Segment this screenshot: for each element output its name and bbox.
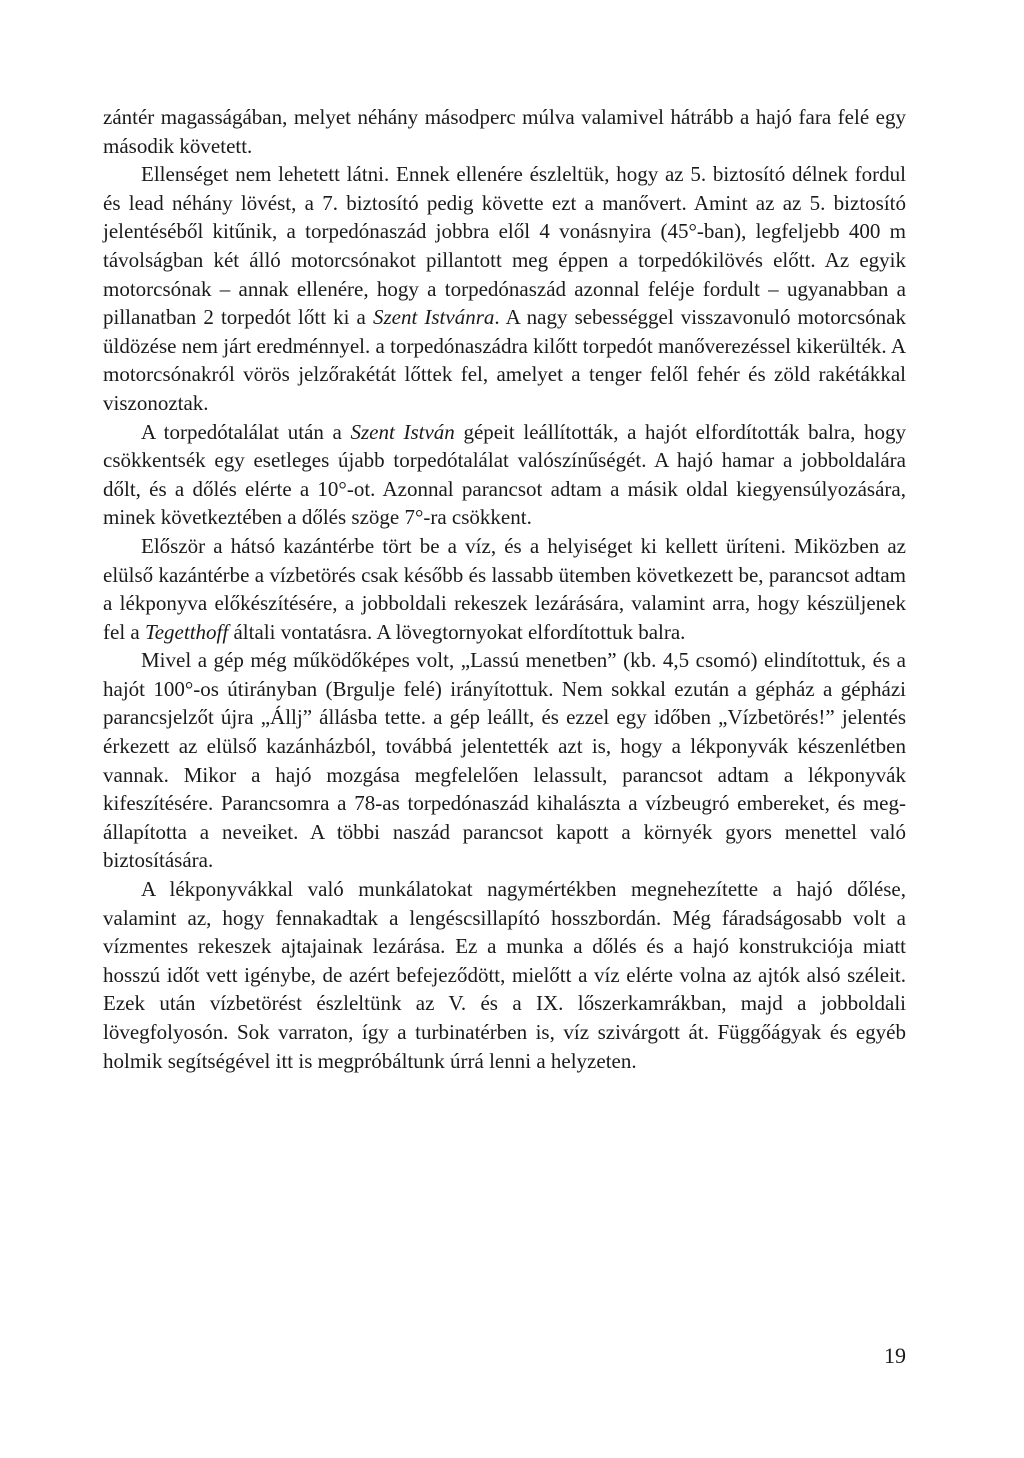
text-run: zántér magasságában, melyet néhány másodperc múlva valamivel hátrább a hajó fara felé egy második követett. bbox=[103, 105, 906, 158]
paragraph-1 bbox=[103, 103, 906, 160]
paragraph-3 bbox=[103, 418, 906, 532]
text-run: általi vontatásra. A lövegtornyokat elfordítottuk balra. bbox=[228, 619, 686, 644]
ship-name: Szent Istvánra bbox=[372, 305, 495, 330]
page-number: 19 bbox=[884, 1343, 906, 1368]
paragraph-6 bbox=[103, 875, 906, 1075]
ship-name: Tegetthoff bbox=[144, 619, 229, 644]
ship-name: Szent István bbox=[350, 419, 455, 444]
book-page bbox=[103, 103, 906, 1075]
paragraph-4 bbox=[103, 532, 906, 646]
body-text bbox=[103, 103, 906, 1075]
text-run: . A nagy sebességgel visszavonuló motorcsónak üldözése nem járt eredménnyel. a torpedónaszádra kilőtt torpedót manőverezéssel kikerülték. A motorcsónakról vörös jelzőrakétát lőttek fel, amelyet a tenger felől fehér és zöld rakétákkal viszonoztak. bbox=[103, 305, 907, 415]
text-run: A lékponyvákkal való munkálatokat nagymértékben megnehezítette a hajó dőlése, valamint az, hogy fennakadtak a lengéscsillapító hosszbordán. Még fáradságosabb volt a vízmentes rekeszek ajtajainak lezárása. Ez a munka a dőlés és a hajó konstrukciója miatt hosszú időt vett igénybe, de azért befejeződött, mielőtt a víz elérte volna az ajtók alsó széleit. Ezek után vízbetörést észleltünk az V. és a IX. lőszerkamrákban, majd a jobboldali lövegfolyosón. Sok varraton, így a turbinatérben is, víz szivárgott át. Függőágyak és egyéb holmik segítségével itt is megpróbáltunk úrrá lenni a helyzeten. bbox=[103, 877, 906, 1073]
paragraph-2 bbox=[103, 160, 906, 417]
text-run: Ellenséget nem lehetett látni. Ennek ellenére észleltük, hogy az 5. biztosító délnek fordul és lead néhány lövést, a 7. biztosító pedig követte ezt a manővert. Amint az az 5. biztosító jelentéséből kitűnik, a torpedónaszád jobbra elől 4 vonásnyira (45°-ban), legfeljebb 400 m távolságban két álló motorcsónakot pillantott meg éppen a torpedókilövés előtt. Az egyik motorcsónak – annak ellenére, hogy a torpedónaszád azonnal feléje fordult – ugyanabban a pillanatban 2 torpedót lőtt ki a bbox=[103, 162, 906, 330]
text-run: Először a hátsó kazántérbe tört be a víz, és a helyiséget ki kellett üríteni. Miközben az elülső kazántérbe a vízbetörés csak később és lassabb ütemben következett be, parancsot adtam a lékponyva előkészítésére, a jobboldali rekeszek lezárására, valamint arra, hogy készüljenek fel a bbox=[103, 533, 906, 644]
text-run: Mivel a gép még működőképes volt, „Lassú menetben” (kb. 4,5 csomó) elindítottuk, és a hajót 100°-os útirányban (Brgulje felé) irányítottuk. Nem sokkal ezután a gépház a gépházi parancsjelzőt újra „Állj” állásba tette. a gép leállt, és ezzel egy időben „Vízbetörés!” jelentés érkezett az elülső kazánházból, továbbá jelentették azt is, hogy a lékponyvák készenlétben vannak. Mikor a hajó mozgása megfelelően lelassult, parancsot adtam a lékponyvák kifeszítésére. Parancsomra a 78-as torpedónaszád kihalászta a vízbeugró embereket, és megállapította a neveiket. A többi naszád parancsot kapott a környék gyors menettel való biztosítására. bbox=[103, 648, 906, 873]
text-run: gépeit leállították, a hajót elfordították balra, hogy csökkentsék egy esetleges újabb torpedótalálat valószínűségét. A hajó hamar a jobboldalára dőlt, és a dőlés elérte a 10°-ot. Azonnal parancsot adtam a másik oldal kiegyensúlyozására, minek következtében a dőlés szöge 7°-ra csökkent. bbox=[103, 419, 906, 530]
paragraph-5 bbox=[103, 646, 906, 875]
text-run: A torpedótalálat után a bbox=[141, 419, 351, 444]
